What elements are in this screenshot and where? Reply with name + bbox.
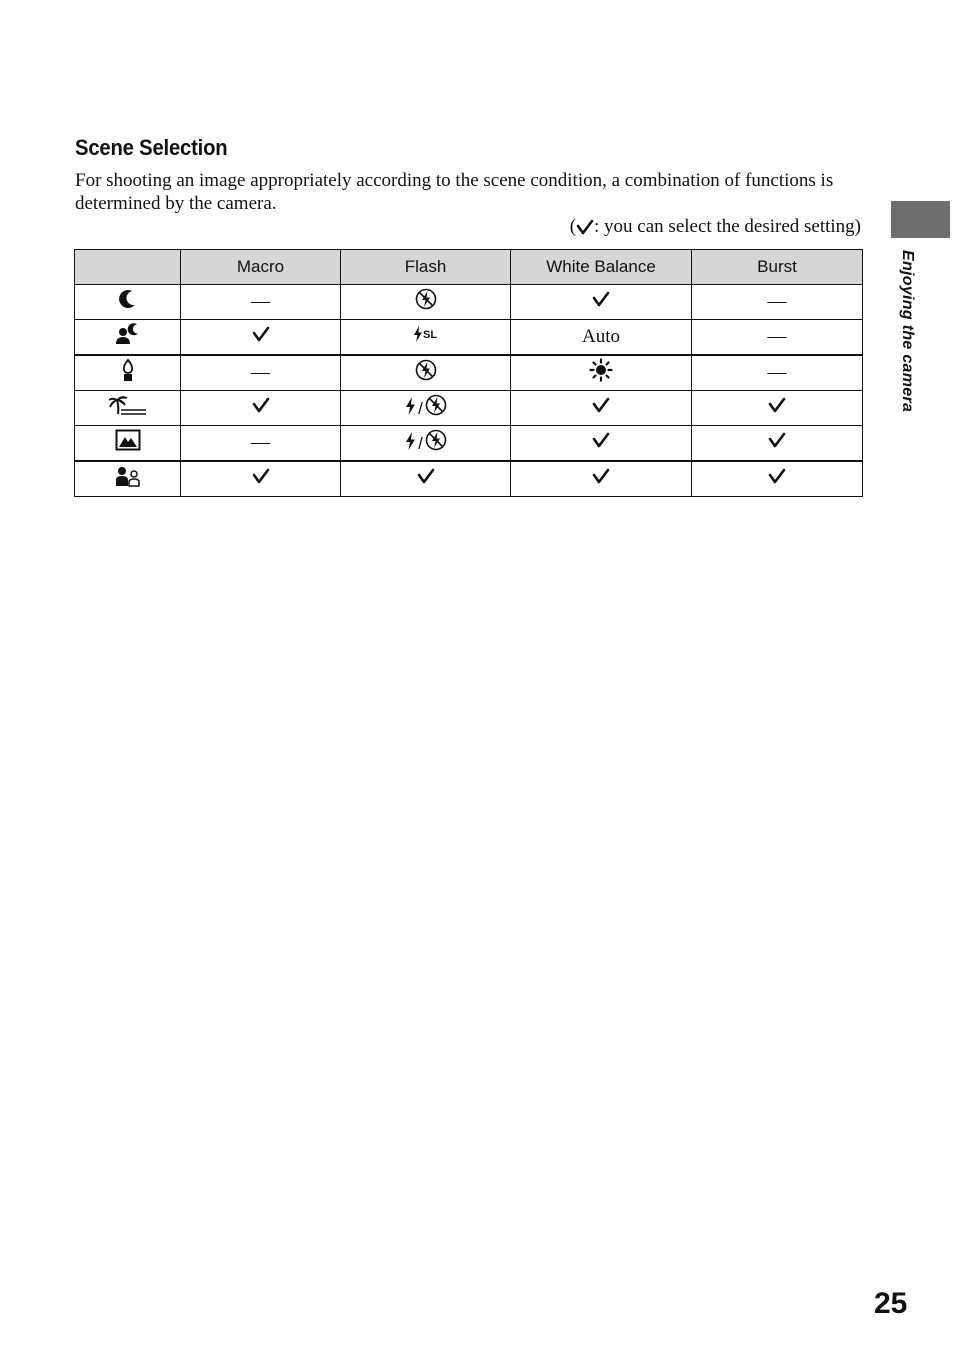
- svg-text:SL: SL: [422, 329, 437, 341]
- dash-text: —: [767, 362, 787, 383]
- dash-text: —: [251, 291, 270, 312]
- intro-paragraph: For shooting an image appropriately according to the scene condition, a combination of functions is determined by the camera.: [75, 170, 834, 214]
- burst-cell: [692, 391, 863, 426]
- slash-separator: /: [418, 434, 423, 453]
- auto-label: Auto: [582, 326, 620, 347]
- flash-cell: [341, 355, 511, 391]
- candle-icon: [120, 358, 136, 382]
- white-balance-cell: [511, 391, 692, 426]
- burst-cell: [692, 285, 863, 320]
- flash-on-icon: [404, 396, 416, 416]
- burst-cell: [692, 426, 863, 462]
- macro-cell: [181, 320, 341, 356]
- macro-cell: [181, 355, 341, 391]
- slow-sync-flash-icon: [412, 325, 440, 343]
- beach-icon: [109, 394, 147, 416]
- table-row: [75, 320, 863, 356]
- macro-cell: [181, 461, 341, 497]
- header-white-balance: White Balance: [511, 250, 692, 285]
- section-heading: Scene Selection: [75, 135, 228, 160]
- scene-selection-table: [74, 249, 863, 497]
- twilight-moon-icon: [118, 289, 138, 309]
- dash-text: —: [251, 432, 270, 453]
- table-row: [75, 391, 863, 426]
- flash-cell: [341, 461, 511, 497]
- macro-cell: [181, 285, 341, 320]
- flash-on-icon: [404, 431, 416, 451]
- table-row: [75, 285, 863, 320]
- header-flash: Flash: [341, 250, 511, 285]
- white-balance-cell: [511, 461, 692, 497]
- soft-snap-icon: [115, 465, 141, 487]
- scene-cell: [75, 426, 181, 462]
- burst-cell: [692, 320, 863, 356]
- check-icon: [576, 219, 594, 235]
- macro-cell: [181, 426, 341, 462]
- flash-off-icon: [425, 429, 447, 451]
- white-balance-cell: [511, 426, 692, 462]
- scene-cell: [75, 461, 181, 497]
- header-burst: Burst: [692, 250, 863, 285]
- dash-text: —: [251, 362, 270, 383]
- white-balance-cell: [511, 355, 692, 391]
- dash-text: —: [767, 291, 787, 312]
- burst-cell: [692, 355, 863, 391]
- flash-cell: [341, 391, 511, 426]
- burst-cell: [692, 461, 863, 497]
- macro-cell: [181, 391, 341, 426]
- chapter-side-label: Enjoying the camera: [899, 250, 916, 413]
- check-icon: [768, 397, 786, 413]
- table-row: [75, 461, 863, 497]
- page-number: 25: [874, 1287, 908, 1320]
- legend-open-paren: (: [569, 216, 577, 237]
- scene-cell: [75, 285, 181, 320]
- check-icon: [768, 432, 786, 448]
- white-balance-cell: [511, 320, 692, 356]
- header-scene: [75, 250, 181, 285]
- dash-text: —: [767, 326, 787, 347]
- legend-text: : you can select the desired setting): [594, 216, 861, 237]
- legend-note: [570, 216, 861, 238]
- flash-cell: [341, 320, 511, 356]
- white-balance-cell: [511, 285, 692, 320]
- scene-cell: [75, 355, 181, 391]
- flash-off-icon: [415, 359, 437, 381]
- check-icon: [252, 326, 270, 342]
- check-icon: [592, 468, 610, 484]
- scene-cell: [75, 320, 181, 356]
- check-icon: [592, 291, 610, 307]
- scene-cell: [75, 391, 181, 426]
- check-icon: [252, 397, 270, 413]
- twilight-portrait-icon: [115, 323, 141, 345]
- flash-off-icon: [425, 394, 447, 416]
- check-icon: [592, 432, 610, 448]
- slash-separator: /: [418, 399, 423, 418]
- check-icon: [252, 468, 270, 484]
- chapter-tab-marker: [891, 201, 950, 238]
- flash-cell: [341, 426, 511, 462]
- header-macro: Macro: [181, 250, 341, 285]
- check-icon: [768, 468, 786, 484]
- table-row: [75, 426, 863, 462]
- landscape-icon: [115, 429, 141, 451]
- flash-off-icon: [415, 288, 437, 310]
- flash-cell: [341, 285, 511, 320]
- check-icon: [592, 397, 610, 413]
- table-header-row: [75, 250, 863, 285]
- daylight-sun-icon: [589, 358, 613, 382]
- check-icon: [417, 468, 435, 484]
- table-row: [75, 355, 863, 391]
